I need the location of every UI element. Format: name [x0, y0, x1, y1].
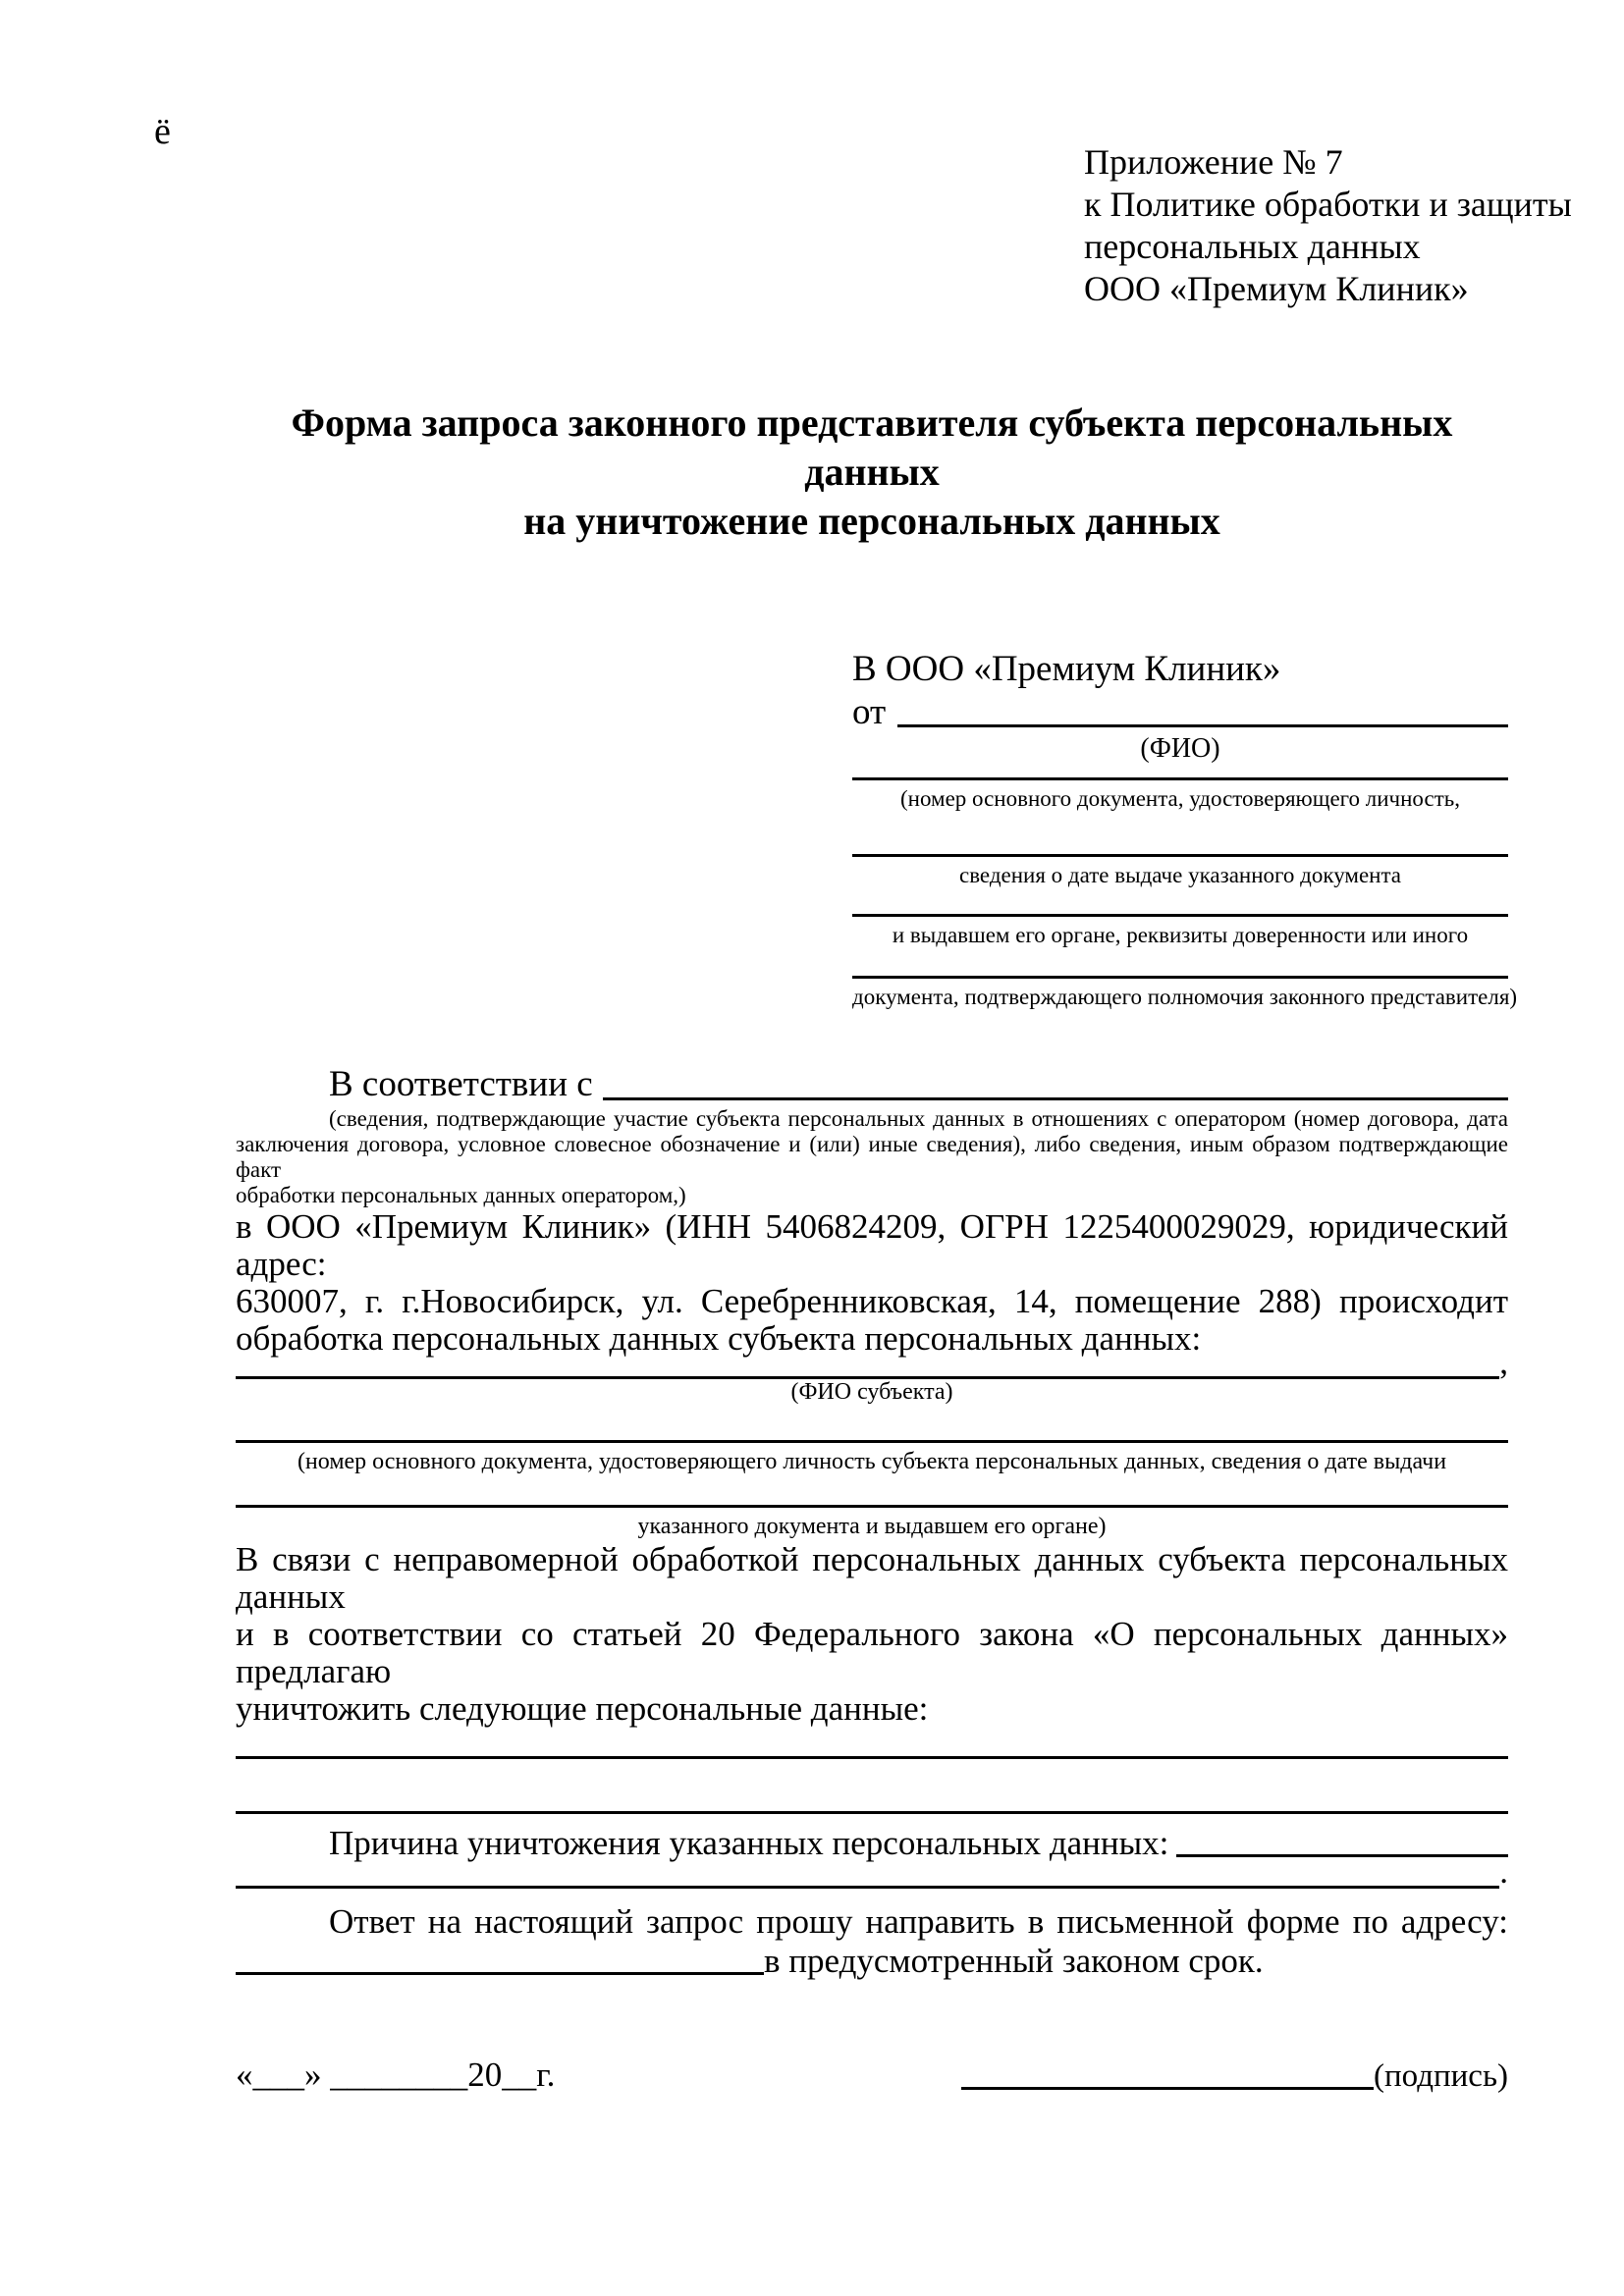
date-blank: «___» ________20__г. [236, 2056, 556, 2094]
signature-caption: (подпись) [1374, 2058, 1508, 2094]
fio-caption: (ФИО) [1140, 733, 1220, 764]
answer-paragraph: Ответ на настоящий запрос прошу направить в письменной форме по адресу: [329, 1902, 1508, 1941]
reason-blank-line-2 [236, 1886, 1499, 1889]
accordance-note [236, 1106, 1508, 1208]
field-caption-4: документа, подтверждающего полномочия законного представителя) [852, 985, 1518, 1009]
addressee-to: В ООО «Премиум Клиник» [852, 649, 1281, 689]
title-line-2: на уничтожение персональных данных [523, 499, 1220, 543]
subject-fio-caption: (ФИО субъекта) [790, 1379, 953, 1405]
reason-blank-line [1176, 1854, 1508, 1857]
representative-doc-field-1 [852, 777, 1508, 812]
operator-paragraph [236, 1208, 1508, 1358]
date-signature-row [236, 2054, 1508, 2098]
subject-doc-caption-2: указанного документа и выдавшем его органе) [637, 1514, 1107, 1539]
appendix-line-3: персональных данных [1084, 227, 1421, 266]
reason-field-continuation [236, 1852, 1508, 1891]
document-title [236, 0, 1508, 546]
reason-label: Причина уничтожения указанных персональных данных: [329, 1824, 1169, 1862]
document-body [236, 0, 1518, 2098]
accordance-field [236, 1063, 1508, 1106]
unlawful-line-2: и в соответствии со статьей 20 Федерального закона «О персональных данных» предлагаю [236, 1615, 1508, 1690]
stray-char: ё [154, 111, 171, 152]
title-line-1: Форма запроса законного представителя субъекта персональных данных [291, 400, 1453, 494]
signature-blank-line [961, 2087, 1374, 2090]
unlawful-line-1: В связи с неправомерной обработкой персональных данных субъекта персональных данных [236, 1540, 1508, 1616]
from-field [852, 691, 1508, 734]
unlawful-line-3: уничтожить следующие персональные данные: [236, 1689, 929, 1728]
answer-address-field [236, 1942, 1508, 1981]
from-blank-line [897, 724, 1508, 727]
subject-doc-field-2 [236, 1505, 1508, 1539]
appendix-line-4: ООО «Премиум Клиник» [1084, 269, 1469, 308]
field-caption-1: (номер основного документа, удостоверяющего личность, [899, 786, 1460, 811]
answer-tail-text: в предусмотренный законом срок. [764, 1942, 1264, 1980]
data-blank-line-1 [236, 1756, 1508, 1759]
field-caption-2: сведения о дате выдаче указанного документа [958, 863, 1402, 887]
accordance-label: В соответствии с [329, 1064, 593, 1104]
operator-line-1: в ООО «Премиум Клиник» (ИНН 5406824209, ОГРН 1225400029029, юридический адрес: [236, 1207, 1508, 1283]
subject-doc-caption-1: (номер основного документа, удостоверяющего личность субъекта персональных данных, сведения о дате выдачи [297, 1449, 1447, 1474]
note-line-3: обработки персональных данных оператором,) [236, 1183, 686, 1207]
unlawful-processing-paragraph [236, 1541, 1508, 1728]
representative-doc-field-3 [852, 914, 1508, 948]
operator-line-2: 630007, г. г.Новосибирск, ул. Серебренниковская, 14, помещение 288) происходит [236, 1282, 1508, 1320]
from-label: от [852, 692, 887, 732]
representative-doc-field-4 [852, 976, 1518, 1010]
subject-fio-comma: , [1499, 1343, 1508, 1381]
subject-fio-field [236, 1343, 1508, 1381]
field-caption-3: и выдавшем его органе, реквизиты доверенности или иного [892, 923, 1469, 947]
appendix-line-2: к Политике обработки и защиты [1084, 185, 1572, 224]
reason-field [236, 1824, 1508, 1863]
reason-period: . [1499, 1852, 1508, 1891]
note-line-2: заключения договора, условное словесное обозначение и (или) иные сведения), либо сведения, иным образом подтверждающие факт [236, 1132, 1508, 1182]
operator-line-3: обработка персональных данных субъекта персональных данных: [236, 1319, 1202, 1358]
addressee-block [852, 648, 1518, 1010]
subject-doc-field-1 [236, 1440, 1508, 1474]
appendix-line-1: Приложение № 7 [1084, 142, 1343, 182]
note-line-1: (сведения, подтверждающие участие субъекта персональных данных в отношениях с оператором (номер договора, дата [329, 1106, 1508, 1131]
data-blank-line-2 [236, 1811, 1508, 1814]
address-blank-line [236, 1972, 764, 1975]
representative-doc-field-2 [852, 854, 1508, 888]
accordance-blank-line [603, 1097, 1508, 1100]
